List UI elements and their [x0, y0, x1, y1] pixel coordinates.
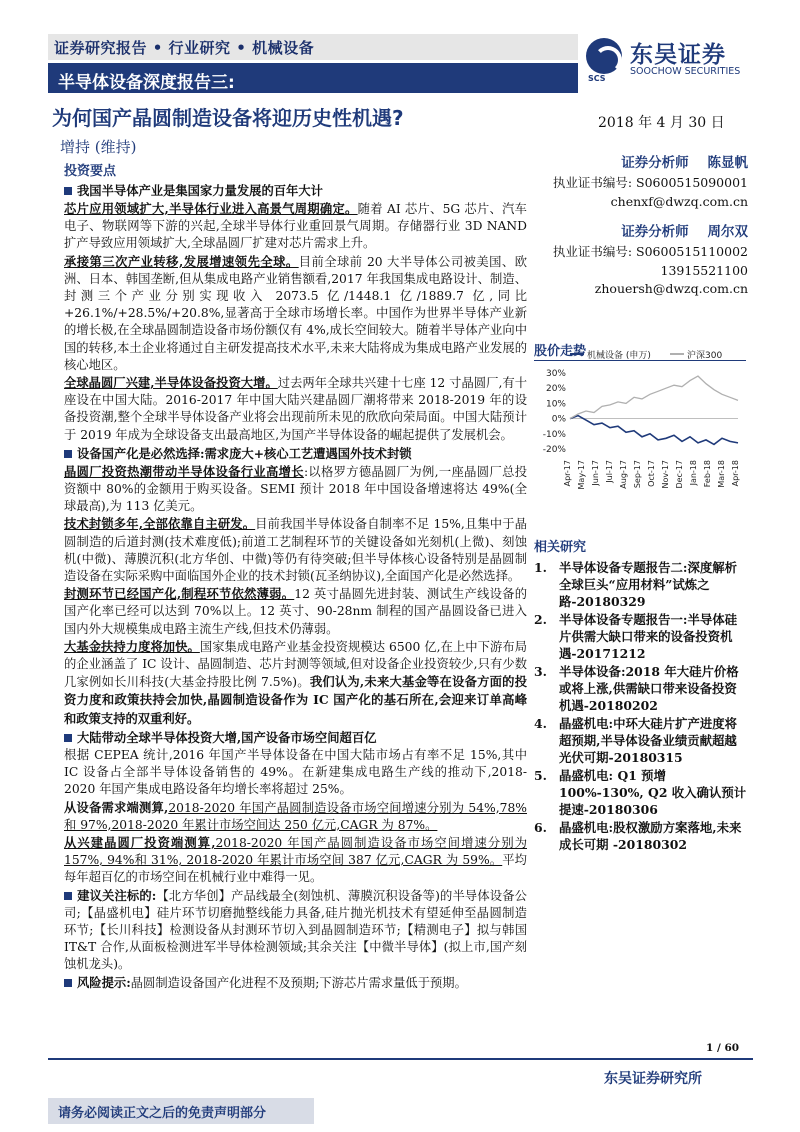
related-item-5[interactable]: 5. 晶盛机电: Q1 预增 100%-130%, Q2 收入确认预计提速-20180306 [534, 768, 747, 817]
x-tick-label: Jun-17 [591, 460, 600, 486]
x-tick-label: Apr-17 [563, 460, 572, 487]
price-chart [534, 340, 744, 490]
disclaimer-band [48, 1098, 314, 1124]
rating: 增持 (维持) [60, 138, 137, 156]
paragraph-3: 全球晶圆厂兴建,半导体设备投资大增。过去两年全球共兴建十七座 12 寸晶圆厂,有十座设在中国大陆。2016-2017 年中国大陆兴建晶圆厂潮将带来 2018-2019 年的设备投资潮,整个全球半导体设备产业将会出现前所未见的欣欣向荣局面。中国大陆预计于 2019 年成为全球设备支出最高地区,为国产半导体设备的崛起提供了发展机会。 [64, 375, 527, 442]
analyst-1-email: chenxf@dwzq.com.cn [610, 193, 748, 209]
paragraph-10: 从兴建晶圆厂投资端测算,2018-2020 年国产晶圆制造设备市场空间增速分别为 157%, 94%和 31%, 2018-2020 年累计市场空间 387 亿元,CAGR 为 59%。平均每年超百亿的市场空间在机械行业中难得一见。 [64, 834, 527, 885]
analyst-2 [534, 221, 748, 299]
related-item-3[interactable]: 3. 半导体设备:2018 年大硅片价格或将上涨,供需缺口带来设备投资机遇-20180202 [534, 664, 739, 713]
analyst-1-role: 证券分析师 [621, 155, 689, 171]
section-heading-2: 设备国产化是必然选择:需求庞大+核心工艺遭遇国外技术封锁 [64, 445, 527, 463]
paragraph-9: 从设备需求端测算,2018-2020 年国产晶圆制造设备市场空间增速分别为 54%,78%和 97%,2018-2020 年累计市场空间达 250 亿元,CAGR 为 87%。 [64, 799, 527, 832]
logo-name-en: SOOCHOW SECURITIES [630, 66, 741, 77]
x-tick-label: Oct-17 [647, 460, 656, 487]
analyst-2-name: 周尔双 [707, 224, 748, 240]
header-breadcrumb-band [48, 34, 578, 60]
y-tick-label: -10% [542, 429, 566, 440]
related-research [534, 536, 748, 854]
legend-label-0: 机械设备 (申万) [587, 351, 651, 361]
disclaimer-text: 请务必阅读正文之后的免责声明部分 [58, 1106, 267, 1121]
x-tick-label: Jul-17 [605, 460, 614, 483]
risk-paragraph: 风险提示:晶圆制造设备国产化进程不及预期;下游芯片需求量低于预期。 [64, 974, 527, 992]
series-line-0 [570, 416, 738, 445]
paragraph-7: 大基金扶持力度将加快。国家集成电路产业基金投资规模达 6500 亿,在上中下游布局的企业涵盖了 IC 设计、晶圆制造、芯片封测等领域,但对设备企业投资较少,只有少数几家例如长川科技(大基金持股比例 7.5%)。我们认为,未来大基金等在设备方面的投资力度和政策扶持会加快,晶圆制造设备作为 IC 国产化的基石所在,会迎来订单高峰和政策支持的双重利好。 [64, 638, 527, 726]
logo-mark-icon [586, 38, 622, 74]
logo-abbr: SCS [588, 74, 606, 83]
paragraph-5: 技术封锁多年,全部依靠自主研发。目前我国半导体设备自制率不足 15%,且集中于晶圆制造的后道封测(技术难度低);前道工艺制程环节的关键设备如光刻机(上微)、刻蚀机(中微)、薄膜沉积(北方华创、中微)等仍有待突破;但半导体核心设备特别是晶圆制造设备在实际采购中面临国外企业的技术封锁(瓦圣纳协议),全面国产化是必然选择。 [64, 516, 527, 584]
chart-svg [534, 340, 746, 490]
paragraph-1: 芯片应用领域扩大,半导体行业进入高景气周期确定。随着 AI 芯片、5G 芯片、汽车电子、物联网等下游的兴起,全球半导体行业重回景气周期。存储器行业 3D NAND 扩产导致应用领域扩大,全球晶圆厂扩建对芯片需求上升。 [64, 201, 527, 251]
x-tick-label: Aug-17 [619, 460, 628, 489]
analyst-1 [534, 152, 748, 211]
y-tick-label: 30% [545, 369, 566, 380]
x-tick-label: Dec-17 [675, 460, 684, 489]
analyst-panel [534, 152, 748, 299]
logo-name-cn: 东吴证券 [630, 42, 726, 68]
paragraph-6: 封测环节已经国产化,制程环节依然薄弱。12 英寸晶圆先进封装、测试生产线设备的国产化率已经可以达到 70%以上。12 英寸、90-28nm 制程的国产晶圆设备已进入国内外大规模集成电路主流生产线,但技术仍薄弱。 [64, 586, 527, 636]
series-line-1 [570, 376, 738, 419]
x-tick-label: May-17 [577, 460, 586, 490]
related-item-4[interactable]: 4. 晶盛机电:中环大硅片扩产进度将超预期,半导体设备业绩贡献超越光伏可期-20180315 [534, 716, 738, 765]
y-tick-label: 10% [545, 399, 566, 410]
paragraph-8: 根据 CEPEA 统计,2016 年国产半导体设备在中国大陆市场占有率不足 15%,其中 IC 设备占全部半导体设备销售的 49%。在新建集成电路生产线的推动下,2018-2020 年国产集成电路设备年均增长率将超过 25%。 [64, 747, 527, 797]
report-title: 为何国产晶圆制造设备将迎历史性机遇? [52, 106, 404, 130]
analyst-1-cert: 执业证书编号: S0600515090001 [552, 175, 748, 190]
related-item-2[interactable]: 2. 半导体设备专题报告一:半导体硅片供需大缺口带来的设备投资机遇-20171212 [534, 612, 738, 661]
company-logo [586, 36, 756, 86]
y-tick-label: 0% [551, 414, 566, 425]
analyst-2-role: 证券分析师 [621, 224, 689, 240]
analyst-1-name: 陈显帆 [707, 155, 748, 171]
analyst-2-cert: 执业证书编号: S0600515110002 [552, 244, 748, 259]
x-tick-label: Sep-17 [633, 460, 642, 489]
paragraph-4: 晶圆厂投资热潮带动半导体设备行业高增长:以格罗方德晶圆厂为例,一座晶圆厂总投资额中 80%的金额用于购买设备。SEMI 预计 2018 年中国设备增速将达 49%(全球最高),为 113 亿美元。 [64, 463, 527, 514]
x-tick-label: Apr-18 [731, 460, 740, 487]
related-list [534, 559, 748, 853]
points-heading: 投资要点 [64, 164, 117, 179]
main-body [64, 162, 527, 992]
section-heading-1: 我国半导体产业是集国家力量发展的百年大计 [64, 182, 527, 200]
footer-divider [48, 1058, 753, 1060]
y-tick-label: -20% [542, 444, 566, 455]
y-tick-label: 20% [545, 384, 566, 395]
analyst-2-email: zhouersh@dwzq.com.cn [594, 281, 748, 296]
x-tick-label: Jan-18 [689, 460, 698, 486]
series-title: 半导体设备深度报告三: [58, 73, 235, 93]
related-heading: 相关研究 [534, 540, 587, 555]
x-tick-label: Feb-18 [703, 460, 712, 488]
paragraph-2: 承接第三次产业转移,发展增速领先全球。目前全球前 20 大半导体公司被美国、欧洲、日本、韩国垄断,但从集成电路产业销售额看,2017 年我国集成电路设计、制造、封测三个产业分别实现收入 2073.5 亿/1448.1 亿/1889.7 亿,同比+26.1%/+28.5%/+20.8%,显著高于全球市场增长率。中国作为世界半导体产业新的增长极,在全球晶圆制造设备市场份额仅有 4%,成长空间较大。随着半导体产业向中国的转移,本土企业将通过自主研发提高技术水平,未来大陆将成为集成电路产业发展的核心地区。 [64, 253, 527, 372]
analyst-2-phone: 13915521100 [660, 262, 748, 278]
section-heading-3: 大陆带动全球半导体投资大增,国产设备市场空间超百亿 [64, 729, 527, 747]
footer-firm: 东吴证券研究所 [604, 1071, 702, 1087]
chart-heading: 股价走势 [534, 344, 587, 359]
related-item-1[interactable]: 1. 半导体设备专题报告二:深度解析全球巨头“应用材料”试炼之路-20180329 [534, 560, 738, 609]
legend-label-1: 沪深300 [687, 351, 723, 361]
series-title-band [48, 63, 578, 93]
x-tick-label: Mar-18 [717, 460, 726, 488]
related-item-6[interactable]: 6. 晶盛机电:股权激励方案落地,未来成长可期 -20180302 [534, 820, 742, 852]
x-tick-label: Nov-17 [661, 460, 670, 489]
page-number: 1 / 60 [706, 1042, 740, 1054]
breadcrumb: 证券研究报告 • 行业研究 • 机械设备 [54, 39, 315, 57]
paragraph-11: 建议关注标的:【北方华创】产品线最全(刻蚀机、薄膜沉积设备等)的半导体设备公司;【晶盛机电】硅片环节切磨抛整线能力具备,硅片抛光机技术有望延伸至晶圆制造环节;【长川科技】检测设备从封测环节切入到晶圆制造环节;【精测电子】拟与韩国 IT&T 合作,从面板检测进军半导体检测领域;其余关注【中微半导体】(拟上市,国产刻蚀机龙头)。 [64, 887, 527, 972]
report-date: 2018 年 4 月 30 日 [598, 115, 725, 131]
